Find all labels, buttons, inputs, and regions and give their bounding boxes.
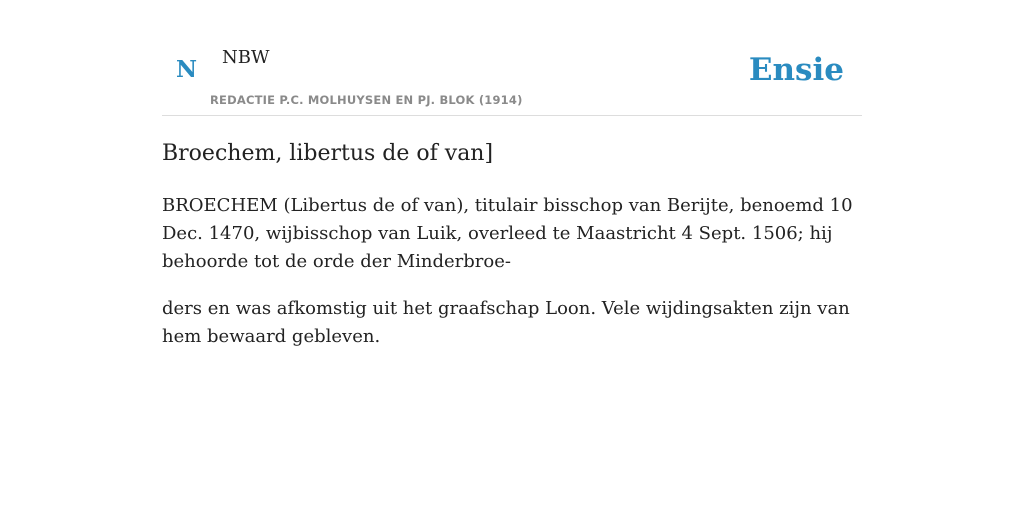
article-paragraph: ders en was afkomstig uit het graafschap Loon. Vele wijdingsakten zijn van hem bewaard gebleven. xyxy=(162,298,850,347)
article-title: Broechem, libertus de of van] xyxy=(162,141,494,166)
source-code: NBW xyxy=(222,47,270,68)
article-paragraph: BROECHEM (Libertus de of van), titulair bisschop van Berijte, benoemd 10 Dec. 1470, wijbisschop van Luik, overleed te Maastricht 4 Sept. 1506; hij behoorde tot de orde der Minderbroe- xyxy=(162,195,853,272)
brand-logo[interactable]: Ensie xyxy=(748,52,844,88)
source-subtitle: REDACTIE P.C. MOLHUYSEN EN PJ. BLOK (1914) xyxy=(210,93,523,107)
header xyxy=(162,0,862,116)
source-logo[interactable]: N xyxy=(176,56,198,83)
page-container xyxy=(162,0,862,512)
